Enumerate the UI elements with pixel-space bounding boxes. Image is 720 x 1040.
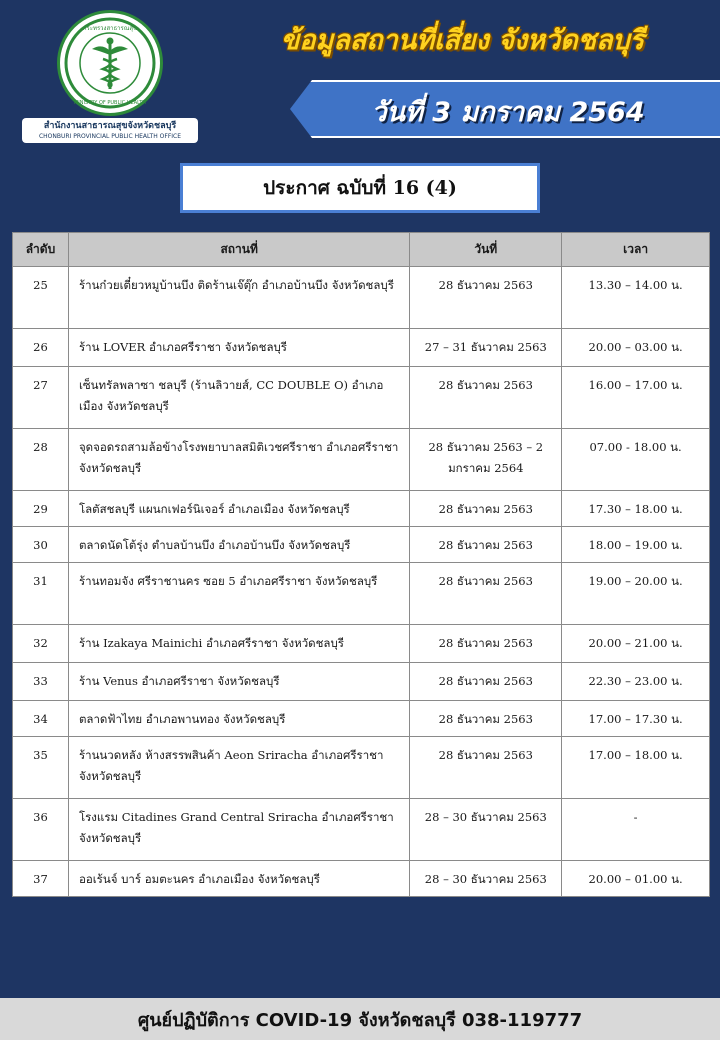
cell-no: 35: [13, 737, 69, 799]
table-row: [13, 737, 710, 799]
ministry-en-text: MINISTRY OF PUBLIC HEALTH: [73, 100, 147, 106]
table-row: [13, 663, 710, 701]
cell-time: 17.00 – 17.30 น.: [562, 701, 710, 737]
cell-no: 31: [13, 563, 69, 625]
cell-date: 28 ธันวาคม 2563: [410, 737, 562, 799]
table-row: [13, 799, 710, 861]
cell-no: 30: [13, 527, 69, 563]
cell-time: 19.00 – 20.00 น.: [562, 563, 710, 625]
office-name-en: CHONBURI PROVINCIAL PUBLIC HEALTH OFFICE: [38, 133, 182, 140]
table-row: [13, 429, 710, 491]
ministry-th-text: กระทรวงสาธารณสุข: [82, 25, 138, 32]
cell-time: -: [562, 799, 710, 861]
table-row: [13, 329, 710, 367]
footer-contact: ศูนย์ปฏิบัติการ COVID-19 จังหวัดชลบุรี 038-119777: [0, 998, 720, 1040]
cell-time: 18.00 – 19.00 น.: [562, 527, 710, 563]
cell-date: 28 ธันวาคม 2563: [410, 663, 562, 701]
cell-time: 20.00 – 01.00 น.: [562, 861, 710, 897]
table-row: [13, 267, 710, 329]
cell-date: 28 ธันวาคม 2563: [410, 491, 562, 527]
cell-place: ร้าน LOVER อำเภอศรีราชา จังหวัดชลบุรี: [68, 329, 409, 367]
cell-time: 20.00 – 21.00 น.: [562, 625, 710, 663]
cell-place: ตลาดนัดโต้รุ่ง ตำบลบ้านบึง อำเภอบ้านบึง จังหวัดชลบุรี: [68, 527, 409, 563]
cell-no: 26: [13, 329, 69, 367]
risk-locations-table: [12, 232, 710, 897]
table-row: [13, 563, 710, 625]
table-row: [13, 491, 710, 527]
cell-place: โรงแรม Citadines Grand Central Sriracha อำเภอศรีราชา จังหวัดชลบุรี: [68, 799, 409, 861]
cell-no: 25: [13, 267, 69, 329]
announcement-number: ประกาศ ฉบับที่ 16 (4): [180, 163, 540, 213]
cell-no: 28: [13, 429, 69, 491]
logo-caption: [22, 118, 198, 143]
cell-date: 28 ธันวาคม 2563: [410, 625, 562, 663]
cell-date: 27 – 31 ธันวาคม 2563: [410, 329, 562, 367]
cell-date: 28 – 30 ธันวาคม 2563: [410, 799, 562, 861]
cell-time: 16.00 – 17.00 น.: [562, 367, 710, 429]
cell-place: ร้าน Izakaya Mainichi อำเภอศรีราชา จังหวัดชลบุรี: [68, 625, 409, 663]
cell-no: 34: [13, 701, 69, 737]
cell-place: ออเร้นจ์ บาร์ อมตะนคร อำเภอเมือง จังหวัดชลบุรี: [68, 861, 409, 897]
cell-place: ร้านทอมจัง ศรีราชานคร ซอย 5 อำเภอศรีราชา จังหวัดชลบุรี: [68, 563, 409, 625]
cell-date: 28 ธันวาคม 2563: [410, 527, 562, 563]
office-name-th: สำนักงานสาธารณสุขจังหวัดชลบุรี: [43, 121, 177, 131]
cell-no: 36: [13, 799, 69, 861]
col-header-no: ลำดับ: [13, 233, 69, 267]
cell-no: 32: [13, 625, 69, 663]
page-title: ข้อมูลสถานที่เสี่ยง จังหวัดชลบุรี: [280, 25, 645, 56]
table-row: [13, 625, 710, 663]
col-header-place: สถานที่: [68, 233, 409, 267]
caduceus-icon: [62, 15, 158, 111]
table-row: [13, 367, 710, 429]
cell-date: 28 ธันวาคม 2563 – 2 มกราคม 2564: [410, 429, 562, 491]
cell-date: 28 ธันวาคม 2563: [410, 267, 562, 329]
cell-no: 33: [13, 663, 69, 701]
cell-no: 29: [13, 491, 69, 527]
cell-place: จุดจอดรถสามล้อข้างโรงพยาบาลสมิติเวชศรีราชา อำเภอศรีราชา จังหวัดชลบุรี: [68, 429, 409, 491]
col-header-time: เวลา: [562, 233, 710, 267]
cell-time: 07.00 - 18.00 น.: [562, 429, 710, 491]
table-header-row: [13, 233, 710, 267]
announcement-date: วันที่ 3 มกราคม 2564: [371, 97, 645, 128]
cell-time: 13.30 – 14.00 น.: [562, 267, 710, 329]
cell-date: 28 ธันวาคม 2563: [410, 701, 562, 737]
cell-place: ร้าน Venus อำเภอศรีราชา จังหวัดชลบุรี: [68, 663, 409, 701]
cell-place: ร้านก๋วยเตี๋ยวหมูบ้านบึง ติดร้านเจ๊ตุ๊ก อำเภอบ้านบึง จังหวัดชลบุรี: [68, 267, 409, 329]
logo: [22, 10, 198, 150]
cell-time: 17.30 – 18.00 น.: [562, 491, 710, 527]
table-row: [13, 527, 710, 563]
table-row: [13, 861, 710, 897]
cell-date: 28 ธันวาคม 2563: [410, 563, 562, 625]
cell-place: โลตัสชลบุรี แผนกเฟอร์นิเจอร์ อำเภอเมือง จังหวัดชลบุรี: [68, 491, 409, 527]
cell-no: 37: [13, 861, 69, 897]
ministry-seal: [57, 10, 163, 116]
cell-date: 28 – 30 ธันวาคม 2563: [410, 861, 562, 897]
col-header-date: วันที่: [410, 233, 562, 267]
cell-place: ร้านนวดหลัง ห้างสรรพสินค้า Aeon Sriracha อำเภอศรีราชา จังหวัดชลบุรี: [68, 737, 409, 799]
cell-place: เซ็นทรัลพลาซา ชลบุรี (ร้านลิวายส์, CC DOUBLE O) อำเภอเมือง จังหวัดชลบุรี: [68, 367, 409, 429]
cell-no: 27: [13, 367, 69, 429]
cell-date: 28 ธันวาคม 2563: [410, 367, 562, 429]
cell-time: 20.00 – 03.00 น.: [562, 329, 710, 367]
cell-time: 17.00 – 18.00 น.: [562, 737, 710, 799]
table-body: [13, 267, 710, 897]
table-row: [13, 701, 710, 737]
cell-place: ตลาดฟ้าไทย อำเภอพานทอง จังหวัดชลบุรี: [68, 701, 409, 737]
cell-time: 22.30 – 23.00 น.: [562, 663, 710, 701]
